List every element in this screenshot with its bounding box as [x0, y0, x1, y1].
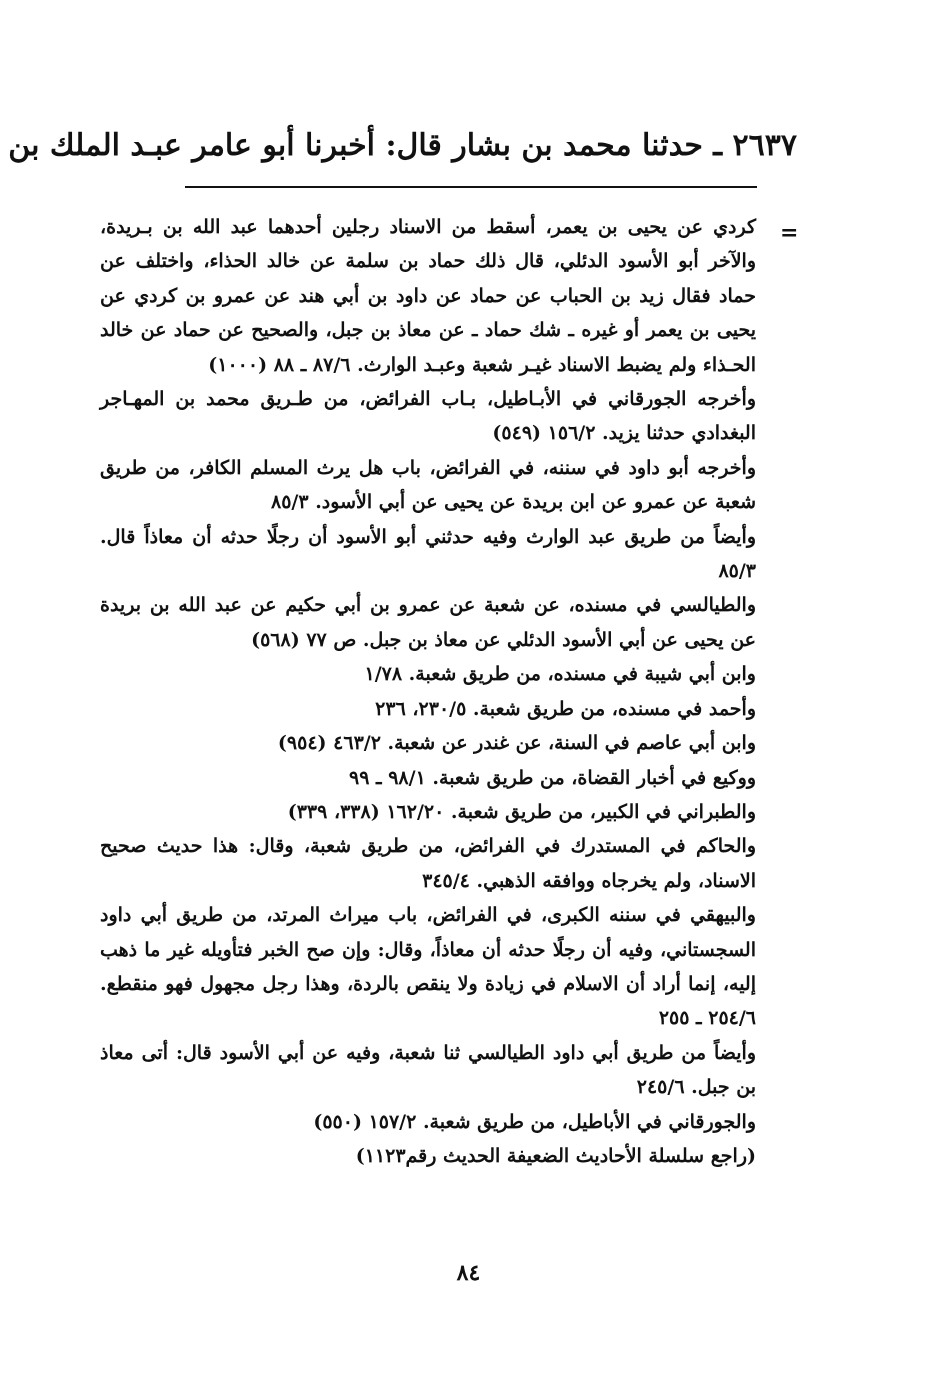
footnote-paragraph: ووكيع في أخبار القضاة، من طريق شعبة. ٩٨/١ ـ ٩٩	[349, 766, 756, 789]
footnote-paragraph: وأحمد في مسنده، من طريق شعبة. ٢٣٠/٥، ٢٣٦	[375, 697, 756, 720]
footnote-paragraph: وأخرجه أبو داود في سننه، في الفرائض، باب هل يرث المسلم الكافر، من طريق شعبة عن عمرو عن ابن بريدة عن يحيى عن أبي الأسود. ٨٥/٣	[100, 456, 756, 514]
footnote-paragraph: والطيالسي في مسنده، عن شعبة عن عمرو بن أبي حكيم عن عبد الله بن بريدة عن يحيى عن أبي الأسود الدئلي عن معاذ بن جبل. ص ٧٧ (٥٦٨)	[100, 594, 756, 651]
footnotes	[100, 210, 756, 1173]
footnote-paragraph: (راجع سلسلة الأحاديث الضعيفة الحديث رقم١١٢٣)	[355, 1144, 756, 1167]
footnote-paragraph: كردي عن يحيى بن يعمر، أسقط من الاسناد رجلين أحدهما عبد الله بن بـريدة، والآخر أبو الأسود الدئلي، قال ذلك حماد بن سلمة عن خالد الحذاء، واختلف عن حماد فقال زيد بن الحباب عن حماد عن داود بن أبي هند عن عمرو بن كردي عن يحيى بن يعمر أو غيره ـ شك حماد ـ عن معاذ بن جبل، والصحيح عن حماد عن خالد الحـذاء ولم يضبط الاسناد غيـر شعبة وعبـد الوارث. ٨٧/٦ ـ ٨٨ (١٠٠٠)	[100, 216, 756, 376]
footnote-paragraph: وابن أبي عاصم في السنة، عن غندر عن شعبة. ٤٦٣/٢ (٩٥٤)	[277, 732, 756, 755]
footnote-paragraph: وابن أبي شيبة في مسنده، من طريق شعبة. ١/٧٨	[364, 663, 756, 686]
footnote-paragraph: والطبراني في الكبير، من طريق شعبة. ١٦٢/٢٠ (٣٣٨، ٣٣٩)	[287, 800, 756, 823]
page-number: ٨٤	[456, 1260, 481, 1286]
hadith-heading: ٢٦٣٧ ـ حدثنا محمد بن بشار قال: أخبرنا أبو عامر عبـد الملك بن	[8, 128, 797, 163]
footnote-paragraph: والجورقاني في الأباطيل، من طريق شعبة. ١٥٧/٢ (٥٥٠)	[313, 1110, 756, 1133]
continuation-mark: =	[780, 220, 799, 246]
footnote-paragraph: والحاكم في المستدرك في الفرائض، من طريق شعبة، وقال: هذا حديث صحيح الاسناد، ولم يخرجاه ووافقه الذهبي. ٣٤٥/٤	[100, 835, 756, 892]
footnote-paragraph: وأخرجه الجورقاني في الأبـاطيل، بـاب الفرائض، من طـريق محمد بن المهـاجر البغدادي حدثنا يزيد. ١٥٦/٢ (٥٤٩)	[100, 388, 756, 445]
footnote-paragraph: وأيضاً من طريق عبد الوارث وفيه حدثني أبو الأسود أن رجلًا حدثه أن معاذاً قال. ٨٥/٣	[100, 525, 756, 583]
footnote-paragraph: وأيضاً من طريق أبي داود الطيالسي ثنا شعبة، وفيه عن أبي الأسود قال: أتى معاذ بن جبل. ٢٤٥/٦	[100, 1041, 756, 1099]
separator-rule	[185, 186, 757, 188]
footnote-paragraph: والبيهقي في سننه الكبرى، في الفرائض، باب ميراث المرتد، من طريق أبي داود السجستاني، وفيه أن رجلًا حدثه أن معاذاً، وقال: وإن صح الخبر فتأويله غير ما ذهب إليه، إنما أراد أن الاسلام في زيادة ولا ينقص بالردة، وهذا رجل مجهول فهو منقطع. ٢٥٤/٦ ـ ٢٥٥	[100, 904, 756, 1030]
